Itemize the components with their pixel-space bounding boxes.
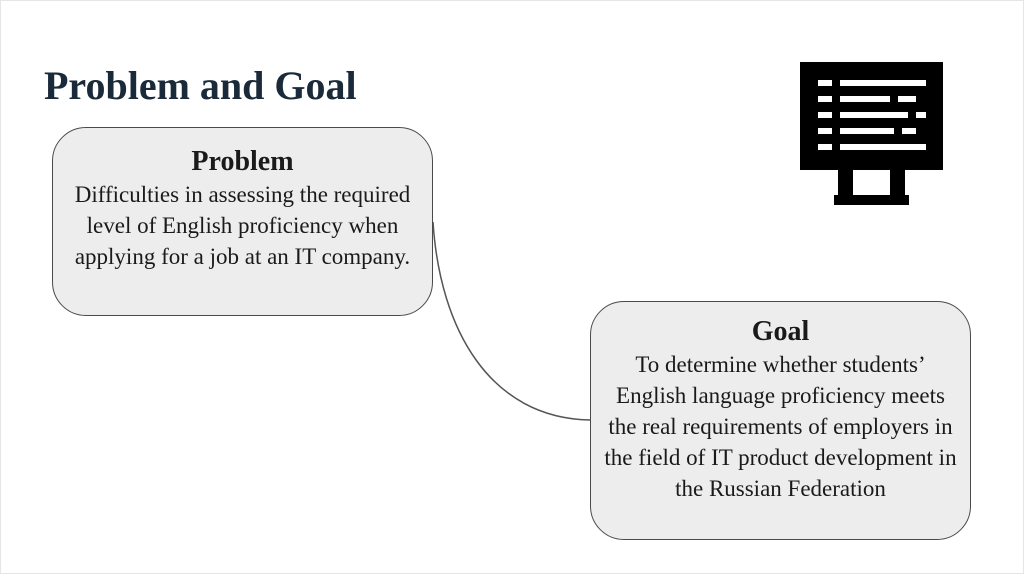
problem-box — [52, 127, 433, 316]
problem-text: Difficulties in assessing the required level of English proficiency when applying for a job at an IT company. — [74, 182, 411, 269]
goal-box — [590, 301, 971, 540]
page-title: Problem and Goal — [44, 63, 357, 108]
goal-text: To determine whether students’ English language proficiency meets the real requirements of employers in the field of IT product development in the Russian Federation — [604, 352, 957, 501]
problem-heading: Problem — [191, 146, 294, 177]
monitor-icon — [800, 62, 943, 205]
goal-heading: Goal — [751, 316, 810, 347]
